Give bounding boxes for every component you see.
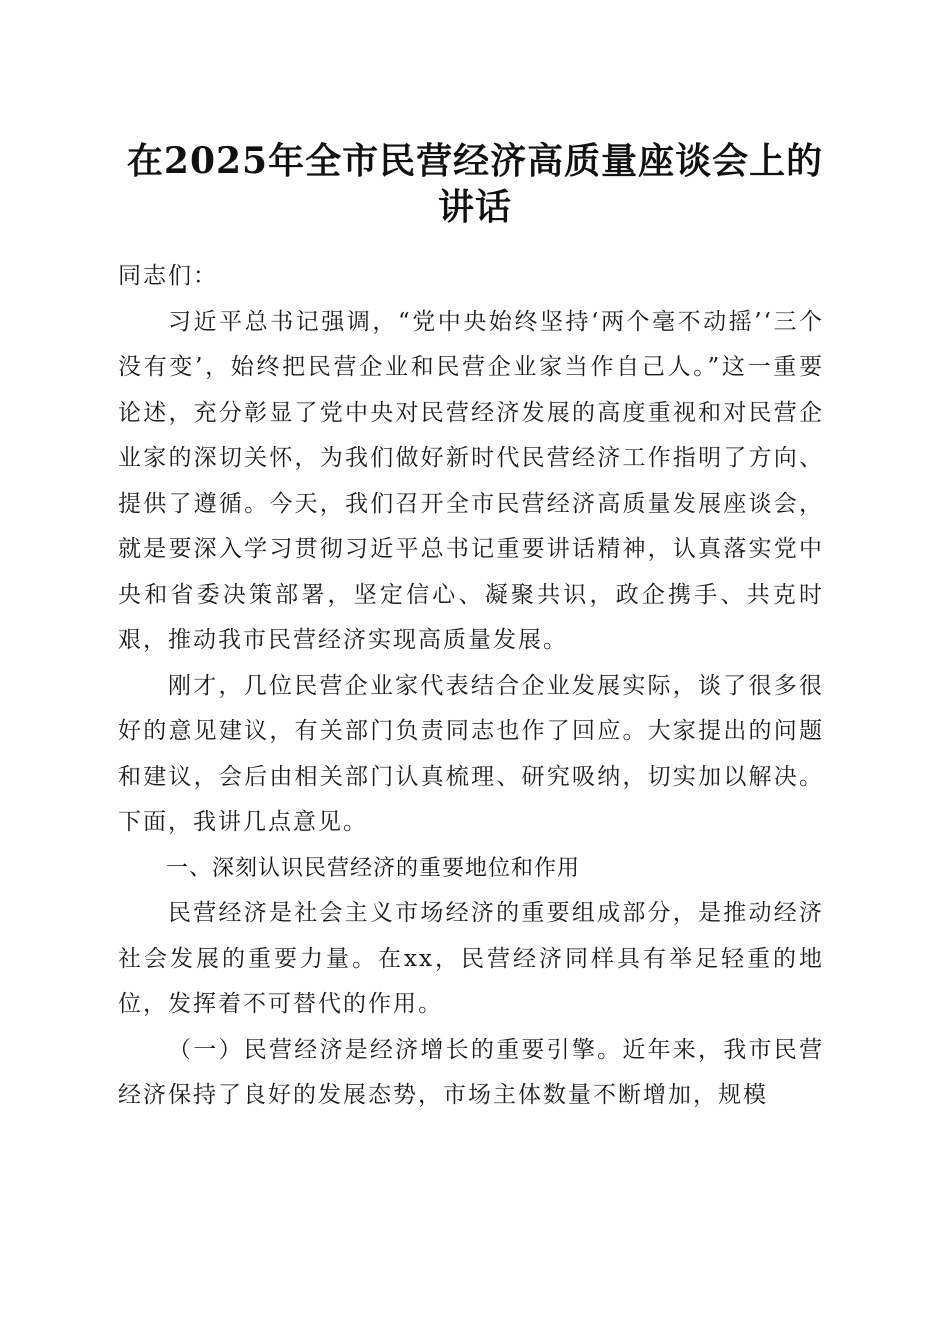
subsection-one-heading: （一）民营经济是经济增长的重要引擎。 <box>168 1036 623 1063</box>
subsection-one-text: 近年来，我市民营经济保持了良好的发展态势，市场主体数量不断增加，规模 <box>118 1036 825 1108</box>
paragraph-opening: 习近平总书记强调，“党中央始终坚持‘两个毫不动摇’‘三个没有变’，始终把民营企业和民营企业家当作自己人。”这一重要论述，充分彰显了党中央对民营经济发展的高度重视和对民营企业家的深切关怀，为我们做好新时代民营经济工作指明了方向、提供了遵循。今天，我们召开全市民营经济高质量发展座谈会，就是要深入学习贯彻习近平总书记重要讲话精神，认真落实党中央和省委决策部署，坚定信心、凝聚共识，政企携手、共克时艰，推动我市民营经济实现高质量发展。 <box>118 308 824 653</box>
paragraph-intro: 刚才，几位民营企业家代表结合企业发展实际，谈了很多很好的意见建议，有关部门负责同志也作了回应。大家提出的问题和建议，会后由相关部门认真梳理、研究吸纳，切实加以解决。下面，我讲几点意见。 <box>118 672 824 835</box>
document-title: 在2025年全市民营经济高质量座谈会上的讲话 <box>126 140 824 228</box>
section-one-paragraph: 民营经济是社会主义市场经济的重要组成部分，是推动经济社会发展的重要力量。在xx，民营经济同样具有举足轻重的地位，发挥着不可替代的作用。 <box>118 900 824 1017</box>
subsection-one-paragraph <box>118 1028 824 1119</box>
document-body <box>118 254 824 1119</box>
section-one-heading: 一、深刻认识民营经济的重要地位和作用 <box>166 855 581 881</box>
salutation: 同志们： <box>118 263 218 289</box>
